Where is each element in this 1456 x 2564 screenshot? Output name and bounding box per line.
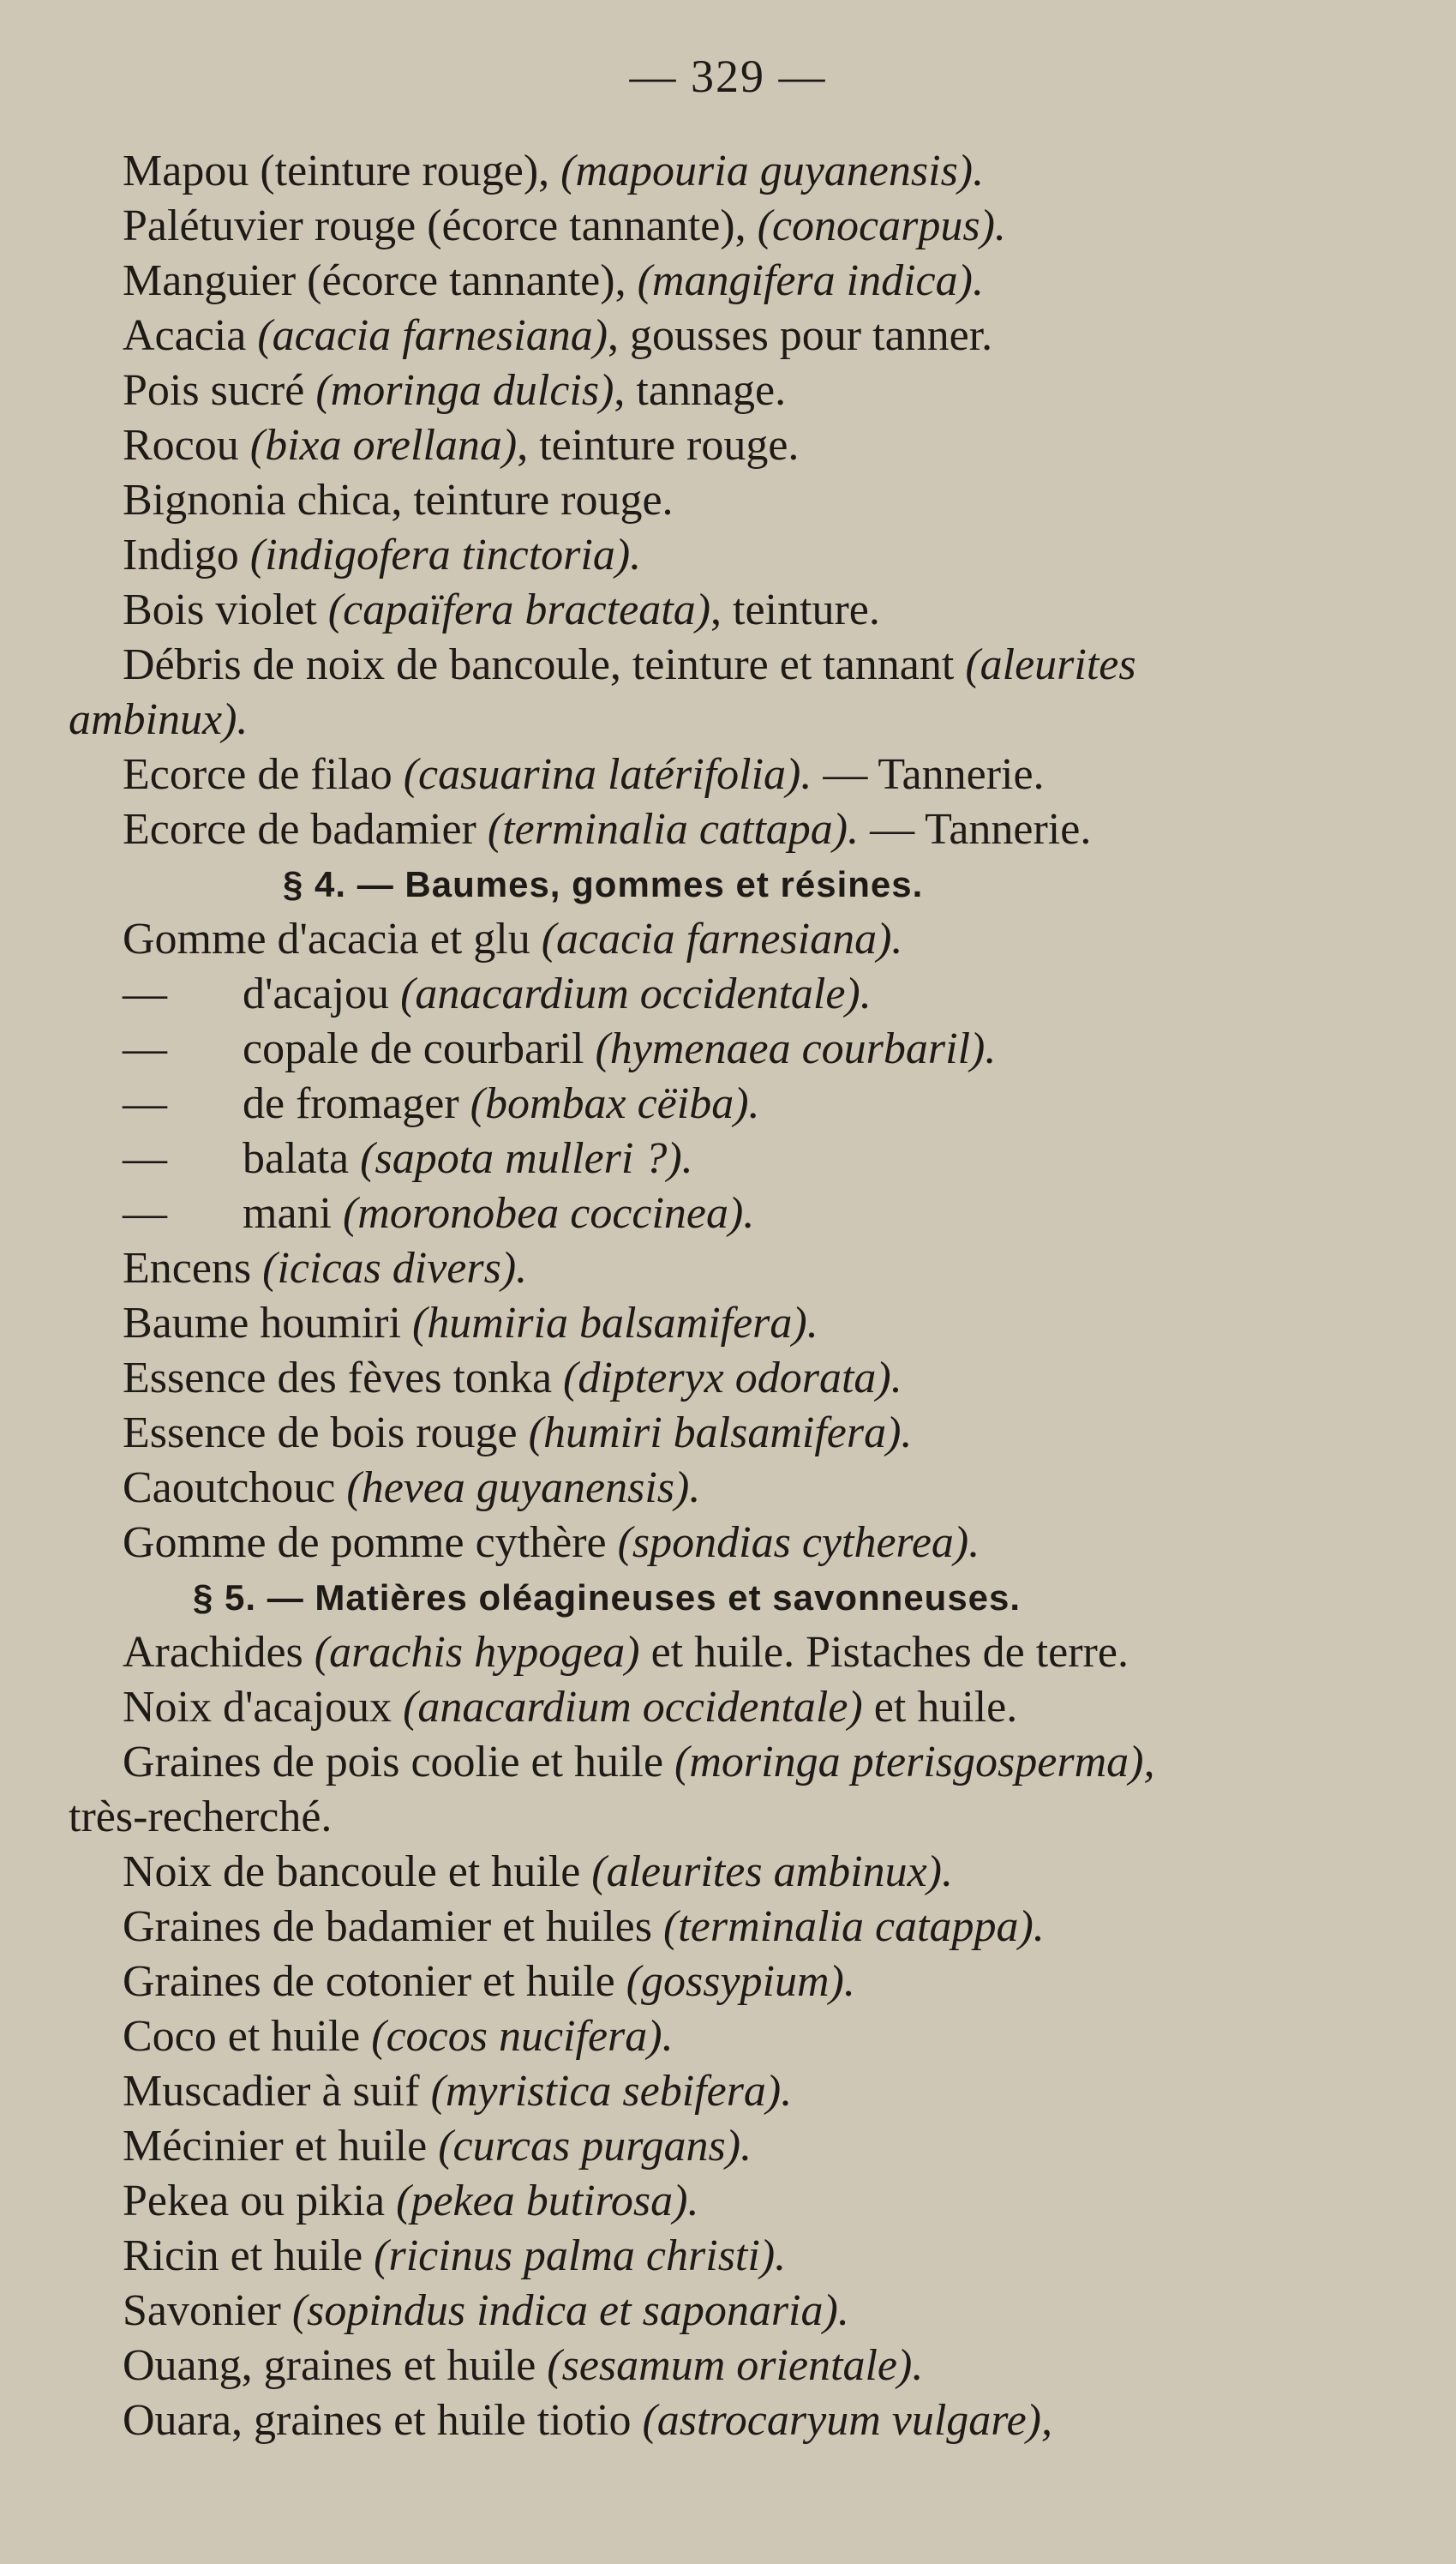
entry-gomme-acajou: — d'acajou (anacardium occidentale). (123, 970, 872, 1018)
entry-noix-bancoule: Noix de bancoule et huile (aleurites ambinux). (123, 1847, 953, 1896)
entry-mecinier: Mécinier et huile (curcas purgans). (123, 2122, 752, 2171)
entry-rocou: Rocou (bixa orellana), teinture rouge. (123, 421, 800, 470)
entry-pekea: Pekea ou pikia (pekea butirosa). (123, 2177, 699, 2225)
entry-gomme-mani: — mani (moronobea coccinea). (123, 1189, 755, 1238)
entry-gomme-balata: — balata (sapota mulleri ?). (123, 1134, 693, 1183)
entry-caoutchouc: Caoutchouc (hevea guyanensis). (123, 1463, 701, 1512)
entry-coco: Coco et huile (cocos nucifera). (123, 2012, 674, 2061)
entry-encens: Encens (icicas divers). (123, 1244, 528, 1293)
entry-gomme-copale: — copale de courbaril (hymenaea courbaril). (123, 1024, 997, 1073)
entry-pois-sucre: Pois sucré (moringa dulcis), tannage. (123, 366, 787, 415)
entry-gomme-acacia: Gomme d'acacia et glu (acacia farnesiana). (123, 915, 903, 964)
entry-bignonia: Bignonia chica, teinture rouge. (123, 476, 674, 525)
entry-filao: Ecorce de filao (casuarina latérifolia). — Tannerie. (123, 750, 1045, 799)
entry-badamier-ecorce: Ecorce de badamier (terminalia cattapa). — Tannerie. (123, 805, 1092, 854)
entry-ouara: Ouara, graines et huile tiotio (astrocaryum vulgare), (123, 2396, 1052, 2445)
entry-pois-coolie-cont: très-recherché. (69, 1792, 333, 1841)
section-heading-4: § 4. — Baumes, gommes et résines. (283, 864, 924, 904)
section-heading-5: § 5. — Matières oléagineuses et savonneuses. (193, 1577, 1022, 1618)
entry-arachides: Arachides (arachis hypogea) et huile. Pistaches de terre. (123, 1628, 1129, 1677)
entry-essence-bois-rouge: Essence de bois rouge (humiri balsamifera). (123, 1408, 913, 1457)
entry-indigo: Indigo (indigofera tinctoria). (123, 531, 642, 579)
entry-essence-tonka: Essence des fèves tonka (dipteryx odorata). (123, 1354, 902, 1402)
entry-savonier: Savonier (sopindus indica et saponaria). (123, 2286, 849, 2335)
entry-acacia: Acacia (acacia farnesiana), gousses pour tanner. (123, 311, 993, 360)
entry-graines-badamier: Graines de badamier et huiles (terminalia catappa). (123, 1902, 1045, 1951)
entry-bois-violet: Bois violet (capaïfera bracteata), teinture. (123, 585, 880, 634)
entry-ricin: Ricin et huile (ricinus palma christi). (123, 2231, 787, 2280)
entry-gomme-fromager: — de fromager (bombax cëiba). (123, 1079, 760, 1128)
entry-mapou: Mapou (teinture rouge), (mapouria guyanensis). (123, 147, 985, 195)
entry-paletuvier: Palétuvier rouge (écorce tannante), (conocarpus). (123, 201, 1006, 250)
page-number: — 329 — (629, 51, 827, 102)
entry-muscadier: Muscadier à suif (myristica sebifera). (123, 2067, 793, 2116)
entry-debris-bancoule: Débris de noix de bancoule, teinture et tannant (aleurites (123, 640, 1136, 689)
entry-baume-houmiri: Baume houmiri (humiria balsamifera). (123, 1299, 818, 1348)
entry-gomme-cythere: Gomme de pomme cythère (spondias cytherea). (123, 1518, 980, 1567)
entry-manguier: Manguier (écorce tannante), (mangifera indica). (123, 256, 984, 305)
entry-ouang: Ouang, graines et huile (sesamum orientale). (123, 2341, 924, 2390)
entry-debris-bancoule-cont: ambinux). (69, 695, 249, 744)
entry-noix-acajoux: Noix d'acajoux (anacardium occidentale) et huile. (123, 1683, 1018, 1732)
entry-pois-coolie: Graines de pois coolie et huile (moringa pterisgosperma), (123, 1738, 1155, 1786)
entry-graines-cotonier: Graines de cotonier et huile (gossypium). (123, 1957, 855, 2006)
